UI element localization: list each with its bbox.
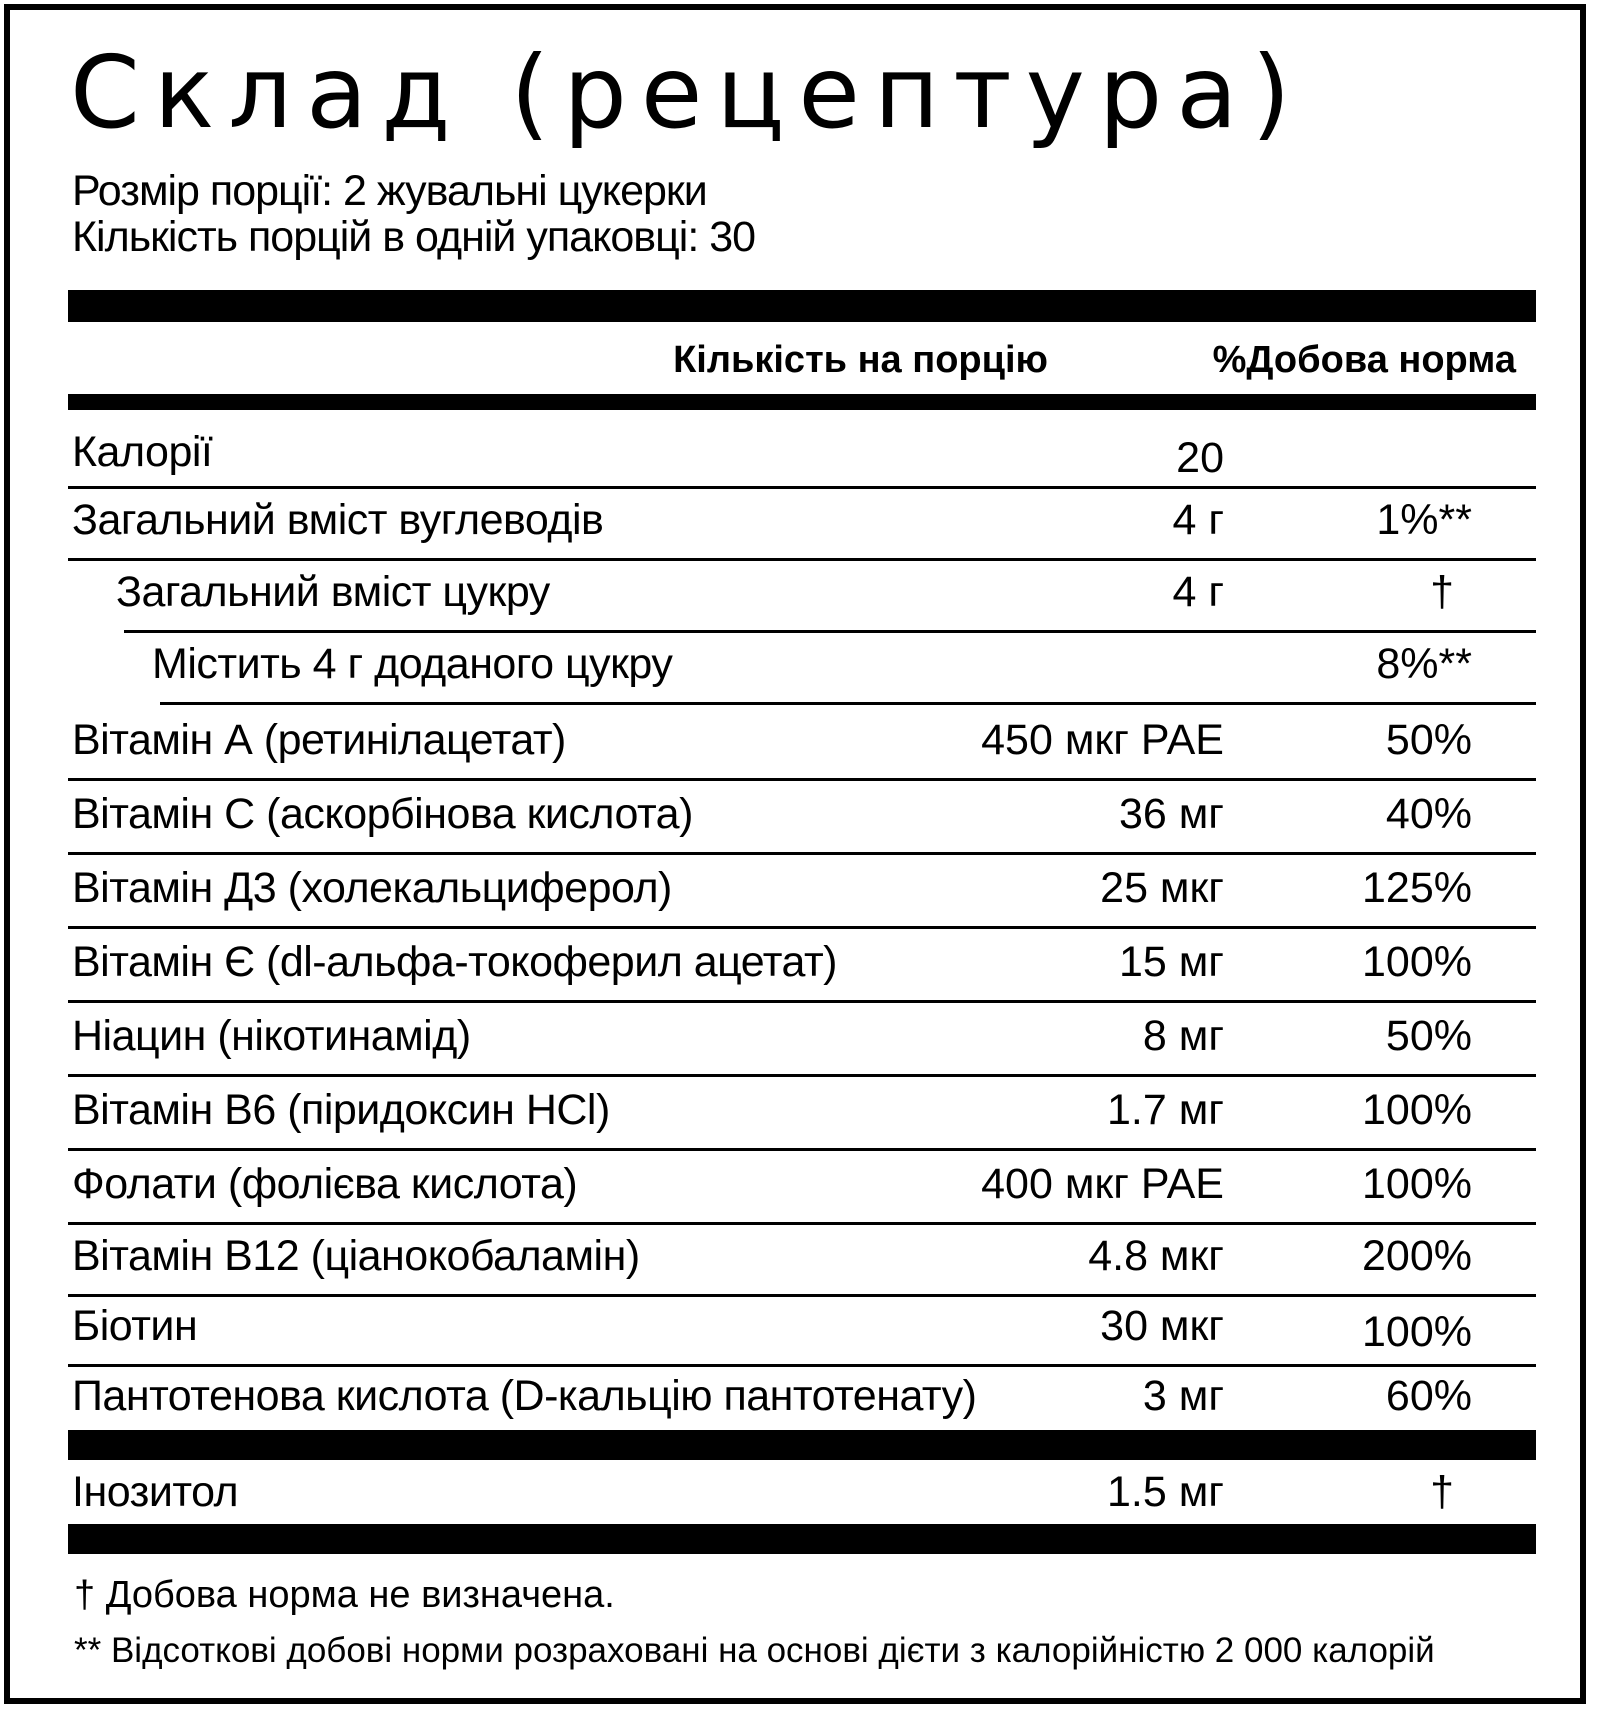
other-ingredient-daily-value: † bbox=[1430, 1468, 1454, 1516]
nutrient-name: Ніацин (нікотинамід) bbox=[72, 1012, 471, 1060]
nutrient-name: Вітамін Д3 (холекальциферол) bbox=[72, 864, 672, 912]
row-divider bbox=[124, 630, 1536, 633]
thick-divider-other bbox=[68, 1430, 1536, 1460]
nutrient-daily-value: 100% bbox=[1362, 1308, 1472, 1356]
nutrient-amount: 8 мг bbox=[1142, 1012, 1224, 1060]
serving-size: Розмір порції: 2 жувальні цукерки bbox=[72, 167, 707, 215]
row-divider bbox=[68, 1294, 1536, 1297]
nutrient-daily-value: 1%** bbox=[1376, 496, 1472, 544]
row-divider bbox=[160, 702, 1536, 705]
row-divider bbox=[68, 1148, 1536, 1151]
nutrient-daily-value: 40% bbox=[1385, 790, 1472, 838]
nutrient-amount: 1.7 мг bbox=[1107, 1086, 1224, 1134]
nutrient-amount: 20 bbox=[1176, 434, 1224, 482]
row-divider bbox=[68, 1000, 1536, 1003]
nutrient-name: Загальний вміст вуглеводів bbox=[72, 496, 604, 544]
nutrient-name: Біотин bbox=[72, 1302, 198, 1350]
nutrient-name: Пантотенова кислота (D-кальцію пантотенату) bbox=[72, 1372, 977, 1420]
nutrient-name: Вітамін Є (dl-альфа-токоферил ацетат) bbox=[72, 938, 837, 986]
nutrient-amount: 25 мкг bbox=[1100, 864, 1224, 912]
nutrient-amount: 4 г bbox=[1172, 568, 1224, 616]
nutrient-daily-value: 60% bbox=[1385, 1372, 1472, 1420]
thick-divider-header bbox=[68, 394, 1536, 410]
thick-divider-top bbox=[68, 290, 1536, 322]
nutrient-amount: 3 мг bbox=[1142, 1372, 1224, 1420]
footnote-percent: ** Відсоткові добові норми розраховані на основі дієти з калорійністю 2 000 калорій bbox=[74, 1631, 1435, 1670]
amount-column-header: Кількість на порцію bbox=[673, 339, 1048, 381]
nutrient-amount: 30 мкг bbox=[1100, 1302, 1224, 1350]
row-divider bbox=[68, 486, 1536, 489]
nutrient-daily-value: 200% bbox=[1362, 1232, 1472, 1280]
supplement-facts-panel bbox=[4, 4, 1586, 1704]
nutrient-amount: 400 мкг РАЕ bbox=[981, 1160, 1224, 1208]
row-divider bbox=[68, 558, 1536, 561]
nutrient-name: Містить 4 г доданого цукру bbox=[152, 640, 673, 688]
nutrient-daily-value: 100% bbox=[1362, 1160, 1472, 1208]
nutrient-name: Вітамін С (аскорбінова кислота) bbox=[72, 790, 693, 838]
nutrient-daily-value: 50% bbox=[1385, 1012, 1472, 1060]
other-ingredient-amount: 1.5 мг bbox=[1107, 1468, 1224, 1516]
panel-title: Склад (рецептура) bbox=[70, 34, 1305, 151]
nutrient-name: Калорії bbox=[72, 428, 213, 476]
nutrient-daily-value: † bbox=[1430, 568, 1454, 616]
other-ingredient-name: Інозитол bbox=[72, 1468, 239, 1516]
daily-value-column-header: %Добова норма bbox=[1212, 339, 1516, 381]
nutrient-amount: 4.8 мкг bbox=[1088, 1232, 1224, 1280]
row-divider bbox=[68, 852, 1536, 855]
nutrient-name: Фолати (фолієва кислота) bbox=[72, 1160, 578, 1208]
nutrient-amount: 450 мкг РАЕ bbox=[981, 716, 1224, 764]
row-divider bbox=[68, 926, 1536, 929]
nutrient-name: Загальний вміст цукру bbox=[116, 568, 550, 616]
nutrient-daily-value: 100% bbox=[1362, 1086, 1472, 1134]
row-divider bbox=[68, 1074, 1536, 1077]
nutrient-amount: 4 г bbox=[1172, 496, 1224, 544]
nutrient-amount: 36 мг bbox=[1118, 790, 1224, 838]
footnote-dagger: † Добова норма не визначена. bbox=[74, 1574, 615, 1616]
serving-info bbox=[72, 168, 755, 260]
nutrient-daily-value: 125% bbox=[1362, 864, 1472, 912]
nutrient-daily-value: 8%** bbox=[1376, 640, 1472, 688]
nutrient-name: Вітамін В6 (піридоксин HCl) bbox=[72, 1086, 610, 1134]
nutrient-name: Вітамін А (ретинілацетат) bbox=[72, 716, 566, 764]
row-divider bbox=[68, 778, 1536, 781]
nutrient-daily-value: 100% bbox=[1362, 938, 1472, 986]
nutrient-name: Вітамін В12 (ціанокобаламін) bbox=[72, 1232, 640, 1280]
nutrient-amount: 15 мг bbox=[1118, 938, 1224, 986]
nutrient-daily-value: 50% bbox=[1385, 716, 1472, 764]
thick-divider-bottom bbox=[68, 1524, 1536, 1554]
row-divider bbox=[68, 1222, 1536, 1225]
servings-per-container: Кількість порцій в одній упаковці: 30 bbox=[72, 213, 756, 261]
